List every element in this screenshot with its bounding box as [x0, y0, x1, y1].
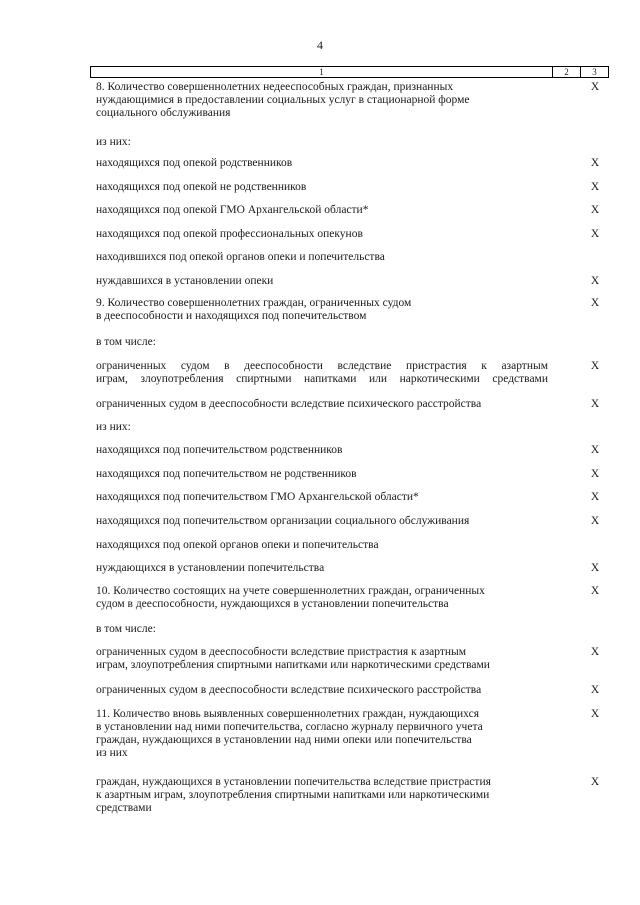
row-text: 11. Количество вновь выявленных совершеннолетних граждан, нуждающихся в установлении над ними попечительства, согласно журналу первичного учета граждан, нуждающихся в установлении над ними опеки или попечительства из них: [96, 708, 483, 759]
row-text: ограниченных судом в дееспособности вследствие психического расстройства: [96, 684, 482, 696]
row-text: находящихся под опекой органов опеки и попечительства: [96, 539, 379, 551]
row-text: из них:: [96, 421, 131, 433]
row-text: находившихся под опекой органов опеки и попечительства: [96, 251, 385, 263]
row-mark: X: [590, 646, 600, 658]
row-mark: X: [590, 398, 600, 410]
row-mark: X: [590, 275, 600, 287]
column-header-1: 1: [91, 67, 553, 77]
row-mark: X: [590, 204, 600, 216]
row-text: находящихся под попечительством ГМО Архангельской области*: [96, 491, 419, 503]
row-text: ограниченных судом в дееспособности вследствие психического расстройства: [96, 398, 482, 410]
row-text: находящихся под опекой профессиональных опекунов: [96, 228, 363, 240]
row-text: 9. Количество совершеннолетних граждан, ограниченных судом в дееспособности и находящихся под попечительством: [96, 297, 412, 322]
row-mark: X: [590, 157, 600, 169]
row-text: в том числе:: [96, 336, 156, 348]
row-text: ограниченных судом в дееспособности вследствие пристрастия к азартным играм, злоупотребления спиртными напитками или наркотическими средствами: [96, 646, 490, 671]
row-mark: X: [590, 491, 600, 503]
row-mark: X: [590, 297, 600, 309]
row-text: нуждавшихся в установлении опеки: [96, 275, 274, 287]
row-mark: X: [590, 585, 600, 597]
column-header-3: 3: [592, 67, 597, 77]
row-text: находящихся под попечительством не родственников: [96, 468, 357, 480]
table-header-row: [90, 66, 609, 78]
row-text: 8. Количество совершеннолетних недееспособных граждан, признанных нуждающимися в предоставлении социальных услуг в стационарной форме социального обслуживания: [96, 81, 470, 119]
row-text: находящихся под опекой родственников: [96, 157, 293, 169]
row-mark: X: [590, 562, 600, 574]
row-text: ограниченных судом в дееспособности вследствие пристрастия к азартным играм, злоупотребления спиртными напитками или наркотическими средствами: [96, 360, 548, 385]
row-text: граждан, нуждающихся в установлении попечительства вследствие пристрастия к азартным играм, злоупотребления спиртными напитками или наркотическими средствами: [96, 776, 491, 814]
row-mark: X: [590, 360, 600, 372]
row-mark: X: [590, 444, 600, 456]
row-mark: X: [590, 81, 600, 93]
row-mark: X: [590, 708, 600, 720]
row-text: находящихся под попечительством родственников: [96, 444, 343, 456]
column-header-2: 2: [553, 67, 581, 77]
report-table: [90, 66, 609, 814]
row-text: в том числе:: [96, 623, 156, 635]
row-text: 10. Количество состоящих на учете совершеннолетних граждан, ограниченных судом в дееспособности, нуждающихся в установлении попечительства: [96, 585, 485, 610]
row-mark: X: [590, 181, 600, 193]
row-mark: X: [590, 515, 600, 527]
page-number: 4: [317, 38, 323, 52]
row-mark: X: [590, 684, 600, 696]
row-mark: X: [590, 776, 600, 788]
row-mark: X: [590, 228, 600, 240]
row-text: из них:: [96, 136, 131, 148]
row-text: находящихся под опекой не родственников: [96, 181, 307, 193]
row-text: находящихся под опекой ГМО Архангельской области*: [96, 204, 369, 216]
row-text: нуждающихся в установлении попечительства: [96, 562, 325, 574]
row-mark: X: [590, 468, 600, 480]
row-text: находящихся под попечительством организации социального обслуживания: [96, 515, 470, 527]
